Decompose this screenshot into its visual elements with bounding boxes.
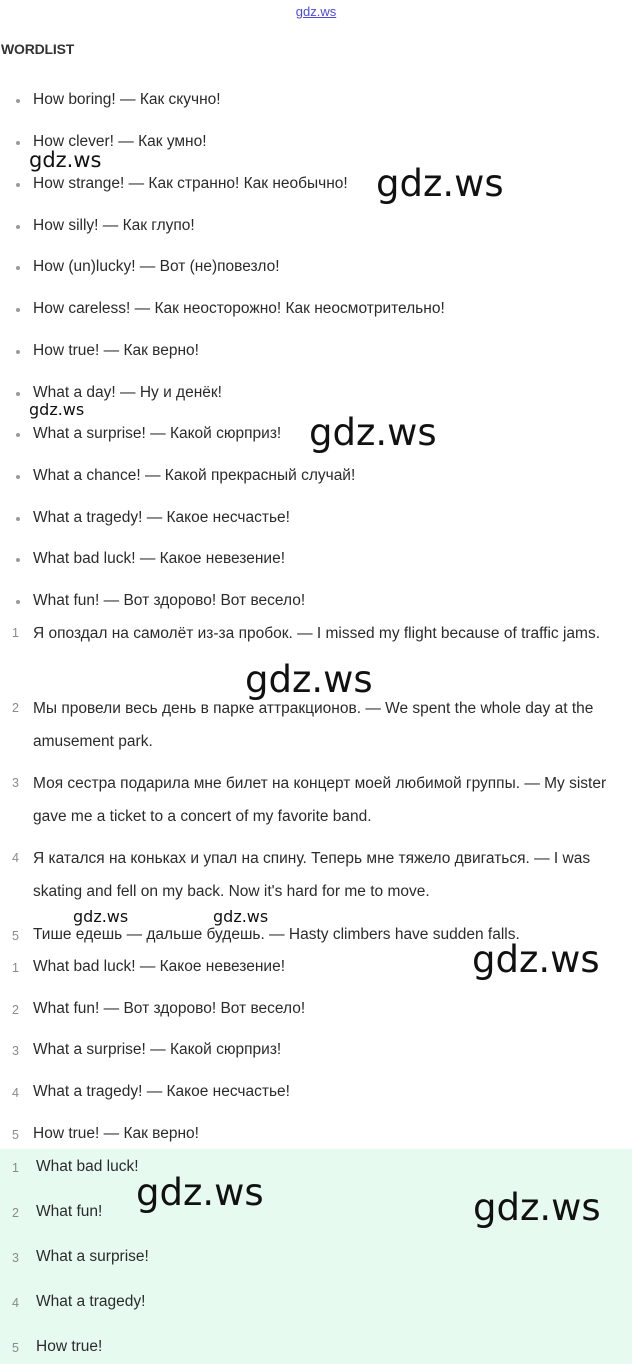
list-item-text: How clever! — Как умно!	[33, 133, 207, 150]
item-number: 2	[12, 1003, 19, 1017]
translation-text: Моя сестра подарила мне билет на концерт моей любимой группы. — My sister gave me a ticket to a concert of my favorite band.	[33, 775, 607, 825]
match-text: What a tragedy! — Какое несчастье!	[33, 1083, 290, 1100]
list-item-text: What a surprise! — Какой сюрприз!	[33, 425, 282, 442]
bullet-icon	[16, 141, 20, 145]
match-text: What a surprise! — Какой сюрприз!	[33, 1041, 282, 1058]
watermark: gdz.ws	[472, 938, 600, 981]
answer-text: What a tragedy!	[36, 1293, 146, 1310]
list-item-text: How boring! — Как скучно!	[33, 91, 221, 108]
bullet-icon	[16, 225, 20, 229]
match-text: What bad luck! — Какое невезение!	[33, 958, 286, 975]
watermark: gdz.ws	[376, 162, 504, 205]
item-number: 4	[12, 1086, 19, 1100]
bullet-icon	[16, 600, 20, 604]
item-number: 5	[12, 1341, 19, 1355]
translation-text: Тише едешь — дальше будешь. — Hasty climbers have sudden falls.	[33, 926, 520, 943]
watermark: gdz.ws	[309, 411, 437, 454]
list-item-text: How silly! — Как глупо!	[33, 217, 195, 234]
list-item-text: What bad luck! — Какое невезение!	[33, 550, 286, 567]
bullet-icon	[16, 183, 20, 187]
item-number: 5	[12, 929, 19, 943]
list-item-text: What fun! — Вот здорово! Вот весело!	[33, 592, 306, 609]
item-number: 4	[12, 851, 19, 865]
bullet-icon	[16, 517, 20, 521]
item-number: 3	[12, 1044, 19, 1058]
list-item-text: How strange! — Как странно! Как необычно!	[33, 175, 348, 192]
watermark: gdz.ws	[29, 148, 102, 172]
site-link[interactable]: gdz.ws	[295, 4, 337, 19]
list-item-text: What a day! — Ну и денёк!	[33, 384, 222, 401]
bullet-icon	[16, 308, 20, 312]
item-number: 5	[12, 1128, 19, 1142]
watermark: gdz.ws	[29, 400, 85, 419]
bullet-icon	[16, 350, 20, 354]
bullet-icon	[16, 99, 20, 103]
translation-text: Я катался на коньках и упал на спину. Теперь мне тяжело двигаться. — I was skating and fell on my back. Now it's hard for me to move.	[33, 850, 591, 900]
answer-text: What bad luck!	[36, 1158, 139, 1175]
answers-panel	[0, 1149, 632, 1364]
bullet-icon	[16, 266, 20, 270]
answer-text: What a surprise!	[36, 1248, 149, 1265]
bullet-icon	[16, 558, 20, 562]
bullet-icon	[16, 433, 20, 437]
translation-text: Я опоздал на самолёт из-за пробок. — I missed my flight because of traffic jams.	[33, 625, 601, 642]
item-number: 1	[12, 626, 19, 640]
watermark: gdz.ws	[213, 907, 269, 926]
translation-text: Мы провели весь день в парке аттракционов. — We spent the whole day at the amusement park.	[33, 700, 594, 750]
list-item-text: How (un)lucky! — Вот (не)повезло!	[33, 258, 280, 275]
answer-text: How true!	[36, 1338, 103, 1355]
match-text: How true! — Как верно!	[33, 1125, 199, 1142]
item-number: 2	[12, 1206, 19, 1220]
bullet-icon	[16, 392, 20, 396]
watermark: gdz.ws	[473, 1186, 601, 1229]
watermark: gdz.ws	[245, 658, 373, 701]
list-item-text: What a chance! — Какой прекрасный случай!	[33, 467, 356, 484]
item-number: 2	[12, 701, 19, 715]
list-item-text: What a tragedy! — Какое несчастье!	[33, 509, 290, 526]
item-number: 4	[12, 1296, 19, 1310]
bullet-icon	[16, 475, 20, 479]
answer-text: What fun!	[36, 1203, 103, 1220]
list-item-text: How careless! — Как неосторожно! Как неосмотрительно!	[33, 300, 445, 317]
item-number: 3	[12, 1251, 19, 1265]
match-text: What fun! — Вот здорово! Вот весело!	[33, 1000, 306, 1017]
watermark: gdz.ws	[73, 907, 129, 926]
item-number: 1	[12, 961, 19, 975]
list-item-text: How true! — Как верно!	[33, 342, 199, 359]
item-number: 3	[12, 776, 19, 790]
watermark: gdz.ws	[136, 1171, 264, 1214]
wordlist-heading: WORDLIST	[1, 41, 75, 57]
item-number: 1	[12, 1161, 19, 1175]
